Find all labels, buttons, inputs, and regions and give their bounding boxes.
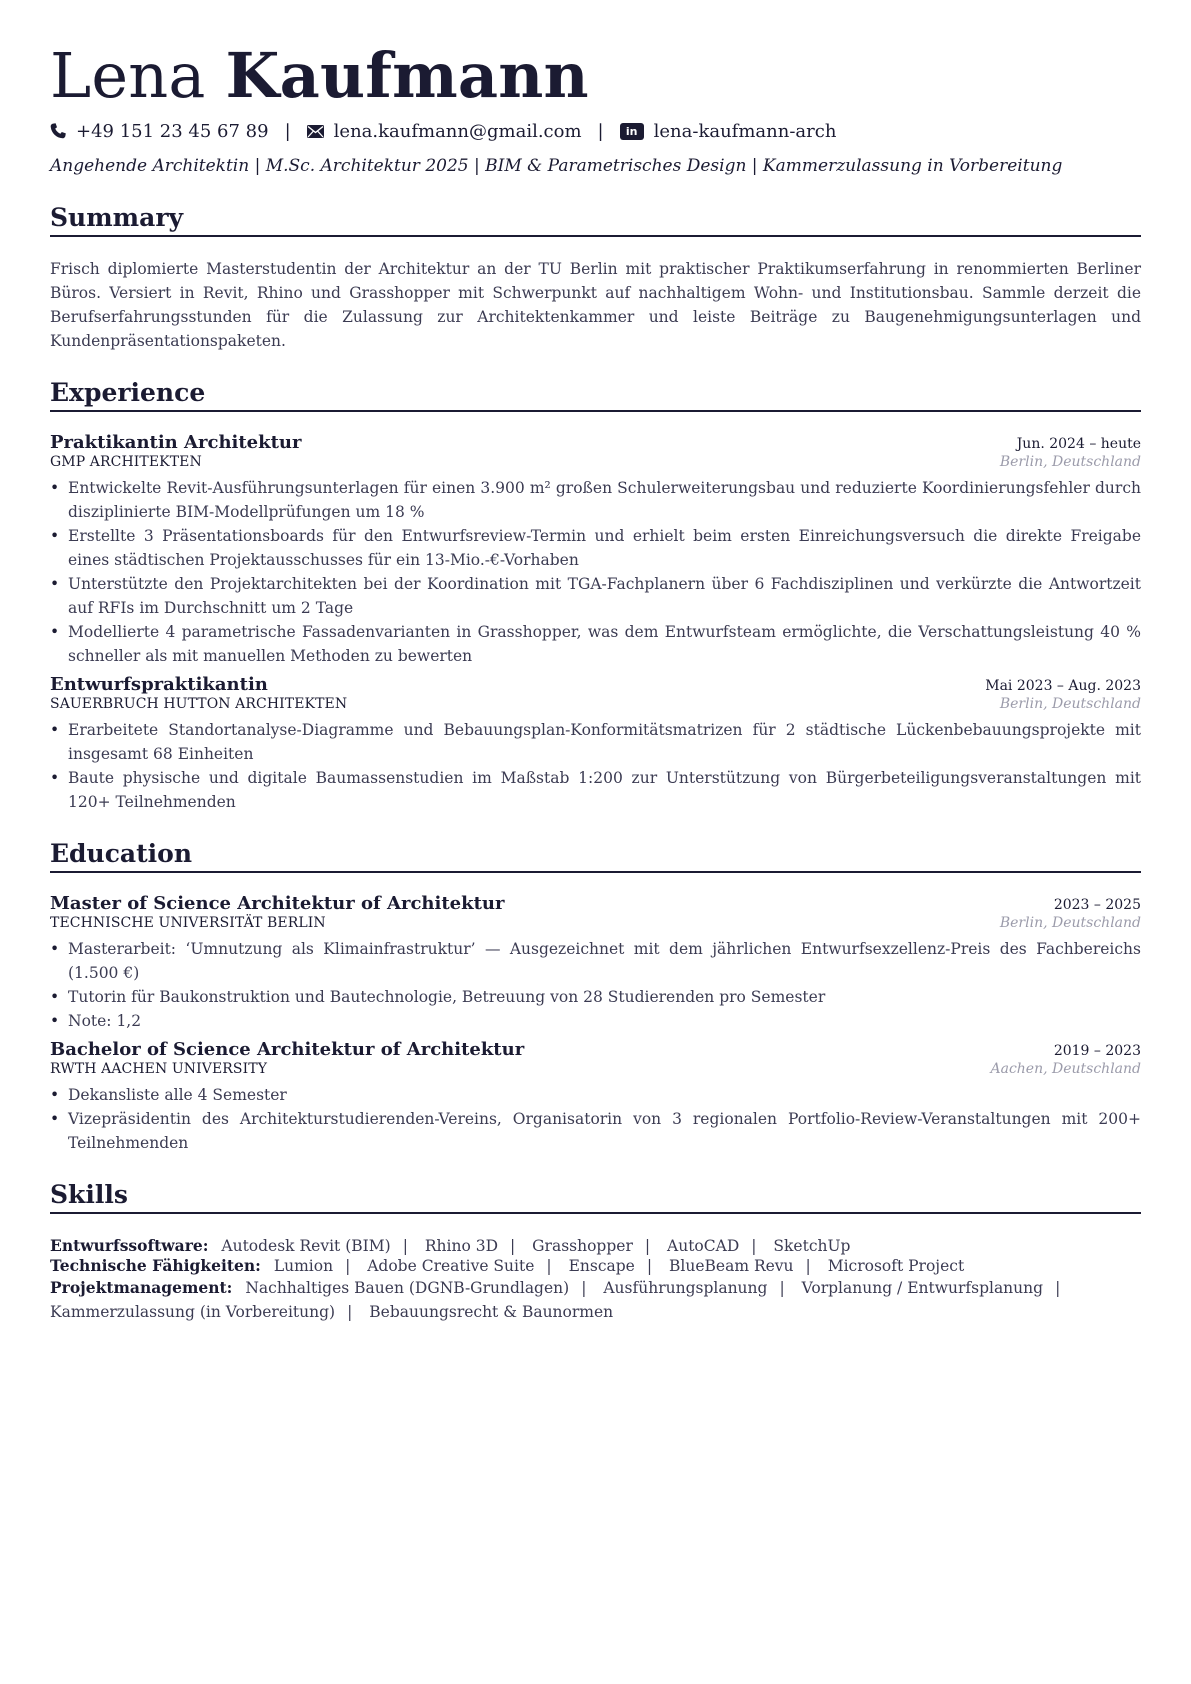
skill-item: Autodesk Revit (BIM) [221, 1237, 391, 1255]
bullet-item: • Baute physische und digitale Baumassenstudien im Maßstab 1:200 zur Unterstützung von Bürgerbeteiligungsveranstaltungen mit 120+ Teilnehmenden [50, 766, 1141, 814]
bullet-item: • Vizepräsidentin des Architekturstudierenden-Vereins, Organisatorin von 3 regionalen Portfolio-Review-Veranstaltungen mit 200+ Teilnehmenden [50, 1107, 1141, 1155]
contact-separator: | [597, 120, 604, 142]
bullet-item: • Modellierte 4 parametrische Fassadenvarianten in Grasshopper, was dem Entwurfsteam ermöglichte, die Verschattungsleistung 40 % schneller als mit manuellen Methoden zu bewerten [50, 620, 1141, 668]
skill-item: Rhino 3D [424, 1237, 498, 1255]
section-divider [50, 410, 1141, 412]
summary-section [50, 202, 1141, 353]
skill-category: Entwurfssoftware: [50, 1236, 209, 1255]
section-divider [50, 871, 1141, 873]
skill-item: BlueBeam Revu [669, 1257, 794, 1275]
degree-title: Master of Science Architektur of Architektur [50, 893, 505, 914]
skill-separator: | [402, 1237, 408, 1255]
skill-item: Microsoft Project [827, 1257, 965, 1275]
job-location: Berlin, Deutschland [999, 454, 1141, 470]
bullet-item: • Masterarbeit: ‘Umnutzung als Klimainfrastruktur’ — Ausgezeichnet mit dem jährlichen Entwurfsexzellenz-Preis des Fachbereichs (1.500 €) [50, 937, 1141, 985]
skill-row [50, 1276, 1141, 1324]
contact-email[interactable] [307, 121, 582, 142]
skill-separator: | [347, 1303, 353, 1321]
linkedin-handle: lena-kaufmann-arch [653, 120, 837, 142]
skill-item: Grasshopper [532, 1237, 633, 1255]
experience-section [50, 377, 1141, 814]
company-name: GMP ARCHITEKTEN [50, 454, 202, 470]
skill-item: Ausführungsplanung [603, 1279, 768, 1297]
bullet-item: • Erstellte 3 Präsentationsboards für den Entwurfsreview-Termin und erhielt beim ersten Einreichungsversuch die direkte Freigabe eines städtischen Projektausschusses für ein 13-Mio.-€-Vorhaben [50, 524, 1141, 572]
contact-phone[interactable] [50, 121, 269, 142]
education-dates: 2023 – 2025 [1053, 897, 1141, 913]
job-bullets [50, 718, 1141, 814]
bullet-item: • Dekansliste alle 4 Semester [50, 1083, 1141, 1107]
section-divider [50, 1212, 1141, 1214]
skills-section [50, 1179, 1141, 1324]
education-bullets [50, 937, 1141, 1033]
skill-separator: | [751, 1237, 757, 1255]
envelope-icon [307, 125, 324, 138]
skill-separator: | [646, 1257, 653, 1275]
skill-separator: | [644, 1237, 651, 1255]
candidate-name [50, 0, 1141, 114]
skill-item: Adobe Creative Suite [367, 1257, 535, 1275]
skill-category: Technische Fähigkeiten: [50, 1256, 261, 1275]
school-name: TECHNISCHE UNIVERSITÄT BERLIN [50, 915, 326, 931]
skill-item: Bebauungsrecht & Baunormen [369, 1303, 614, 1321]
contact-separator: | [284, 120, 291, 142]
skills-list [50, 1236, 1141, 1324]
first-name: Lena [50, 39, 206, 112]
education-entry [50, 893, 1141, 1033]
job-dates: Mai 2023 – Aug. 2023 [985, 678, 1141, 694]
education-dates: 2019 – 2023 [1053, 1043, 1141, 1059]
skill-item: Vorplanung / Entwurfsplanung [801, 1279, 1044, 1297]
contact-linkedin[interactable] [620, 121, 837, 142]
company-name: SAUERBRUCH HUTTON ARCHITEKTEN [50, 696, 348, 712]
skill-item: Kammerzulassung (in Vorbereitung) [50, 1303, 336, 1321]
contact-bar [50, 116, 1141, 146]
job-dates: Jun. 2024 – heute [1016, 436, 1141, 452]
bullet-item: • Note: 1,2 [50, 1009, 1141, 1033]
experience-entry [50, 674, 1141, 814]
skill-category: Projektmanagement: [50, 1278, 233, 1297]
skill-separator: | [1055, 1279, 1061, 1297]
school-location: Aachen, Deutschland [990, 1061, 1141, 1077]
job-bullets [50, 476, 1141, 668]
education-bullets [50, 1083, 1141, 1155]
school-name: RWTH AACHEN UNIVERSITY [50, 1061, 268, 1077]
job-location: Berlin, Deutschland [999, 696, 1141, 712]
skill-separator: | [581, 1279, 587, 1297]
headline-tagline: Angehende Architektin | M.Sc. Architektur 2025 | BIM & Parametrisches Design | Kammerzulassung in Vorbereitung [50, 156, 1063, 176]
job-title: Praktikantin Architektur [50, 432, 302, 453]
skill-separator: | [805, 1257, 811, 1275]
bullet-item: • Unterstützte den Projektarchitekten bei der Koordination mit TGA-Fachplanern über 6 Fachdisziplinen und verkürzte die Antwortzeit auf RFIs im Durchschnitt um 2 Tage [50, 572, 1141, 620]
job-title: Entwurfspraktikantin [50, 674, 268, 695]
section-title-summary: Summary [50, 203, 184, 232]
skill-item: SketchUp [773, 1237, 851, 1255]
school-location: Berlin, Deutschland [999, 915, 1141, 931]
skill-separator: | [345, 1257, 351, 1275]
section-title-skills: Skills [50, 1180, 128, 1209]
email-address: lena.kaufmann@gmail.com [333, 120, 582, 142]
skill-item: Enscape [568, 1257, 635, 1275]
bullet-item: • Erarbeitete Standortanalyse-Diagramme und Bebauungsplan-Konformitätsmatrizen für 2 städtische Lückenbebauungsprojekte mit insgesamt 68 Einheiten [50, 718, 1141, 766]
education-entry [50, 1039, 1141, 1155]
skill-separator: | [779, 1279, 785, 1297]
skill-row [50, 1256, 1141, 1276]
last-name: Kaufmann [225, 39, 589, 112]
bullet-item: • Entwickelte Revit-Ausführungsunterlagen für einen 3.900 m² großen Schulerweiterungsbau und reduzierte Koordinierungsfehler durch disziplinierte BIM-Modellprüfungen um 18 % [50, 476, 1141, 524]
degree-title: Bachelor of Science Architektur of Architektur [50, 1039, 525, 1060]
summary-text: Frisch diplomierte Masterstudentin der Architektur an der TU Berlin mit praktischer Praktikumserfahrung in renommierten Berliner Büros. Versiert in Revit, Rhino und Grasshopper mit Schwerpunkt auf nachhaltigem Wohn- und Institutionsbau. Sammle derzeit die Berufserfahrungsstunden für die Zulassung zur Architektenkammer und leiste Beiträge zu Baugenehmigungsunterlagen und Kundenpräsentationspaketen. [50, 260, 1141, 350]
skill-separator: | [510, 1237, 516, 1255]
section-divider [50, 235, 1141, 237]
experience-entry [50, 432, 1141, 668]
section-title-education: Education [50, 839, 193, 868]
section-title-experience: Experience [50, 378, 206, 407]
linkedin-icon: in [620, 123, 644, 140]
skill-row [50, 1236, 1141, 1256]
skill-item: AutoCAD [667, 1237, 740, 1255]
education-section [50, 838, 1141, 1155]
skill-separator: | [546, 1257, 552, 1275]
phone-icon [50, 123, 66, 139]
phone-number: +49 151 23 45 67 89 [76, 120, 269, 142]
bullet-item: • Tutorin für Baukonstruktion und Bautechnologie, Betreuung von 28 Studierenden pro Semester [50, 985, 1141, 1009]
skill-item: Lumion [273, 1257, 334, 1275]
skill-item: Nachhaltiges Bauen (DGNB-Grundlagen) [245, 1279, 570, 1297]
